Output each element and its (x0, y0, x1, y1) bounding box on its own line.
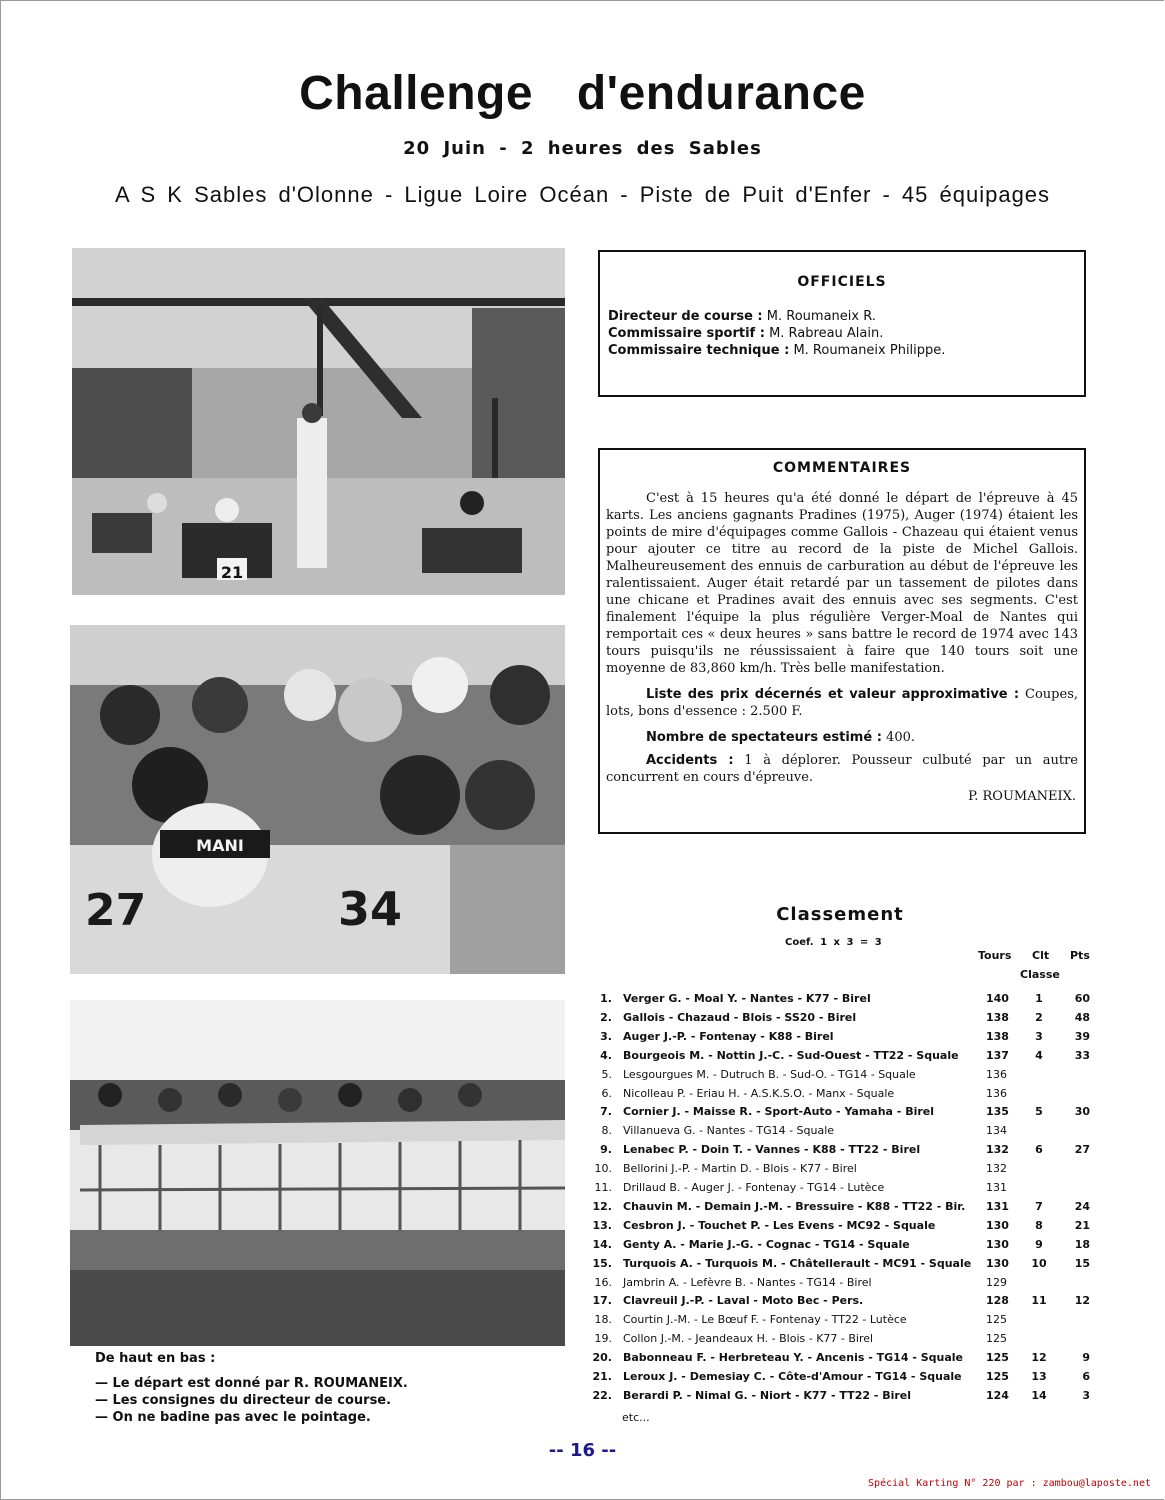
cell-num: 3. (600, 1029, 612, 1043)
cell-num: 5. (601, 1067, 612, 1081)
cell-team: Auger J.-P. - Fontenay - K88 - Birel (623, 1029, 834, 1043)
cell-num: 19. (594, 1332, 612, 1346)
table-row (590, 1276, 1090, 1294)
coefficient: Coef. 1 x 3 = 3 (785, 937, 882, 948)
officiel-name: M. Rabreau Alain. (769, 326, 884, 341)
cell-num: 7. (600, 1105, 612, 1119)
cell-tours: 129 (986, 1275, 1007, 1289)
cell-team: Genty A. - Marie J.-G. - Cognac - TG14 - Squale (623, 1237, 910, 1251)
cell-pts: 18 (1074, 1237, 1090, 1251)
table-row (590, 1294, 1090, 1312)
cell-clt: 1 (1035, 992, 1043, 1005)
officiel-line (608, 342, 945, 359)
caption-item: — On ne badine pas avec le pointage. (95, 1410, 371, 1425)
photo-timekeeping (70, 1000, 565, 1346)
cell-num: 8. (601, 1124, 612, 1138)
cell-num: 21. (592, 1370, 612, 1383)
table-row (590, 1313, 1090, 1331)
table-row (590, 1200, 1090, 1218)
cell-team: Collon J.-M. - Jeandeaux H. - Blois - K77 - Birel (623, 1332, 874, 1346)
cell-num: 2. (600, 1010, 612, 1024)
table-row (590, 1332, 1090, 1350)
table-row (590, 1257, 1090, 1275)
accidents-label: Accidents : (646, 753, 734, 768)
table-row (590, 1105, 1090, 1123)
officiel-name: M. Roumaneix R. (766, 309, 876, 324)
prix-paragraph (606, 686, 1078, 720)
accidents-value: 1 à déplorer. Pousseur culbuté par un autre concurrent en cours d'épreuve. (606, 753, 1078, 785)
photo-race-start (72, 248, 565, 595)
officiel-line (608, 325, 945, 342)
cell-tours: 136 (986, 1086, 1007, 1100)
cell-clt: 9 (1035, 1237, 1043, 1251)
cell-team: Cesbron J. - Touchet P. - Les Evens - MC92 - Squale (623, 1218, 936, 1232)
cell-team: Bellorini J.-P. - Martin D. - Blois - K77 - Birel (623, 1162, 857, 1176)
spectateurs-label: Nombre de spectateurs estimé : (646, 730, 882, 745)
cell-num: 6. (601, 1086, 612, 1100)
cell-pts: 27 (1074, 1143, 1090, 1157)
cell-tours: 130 (986, 1237, 1009, 1251)
cell-num: 9. (600, 1143, 612, 1157)
cell-clt: 13 (1031, 1370, 1047, 1383)
officiels-box (598, 250, 1086, 397)
table-row (590, 1087, 1090, 1105)
cell-pts: 33 (1074, 1048, 1090, 1062)
cell-num: 13. (592, 1218, 612, 1232)
cell-tours: 134 (986, 1124, 1007, 1138)
table-row (590, 1389, 1090, 1407)
cell-pts: 24 (1074, 1199, 1090, 1213)
cell-num: 1. (600, 992, 612, 1005)
page-number: -- 16 -- (548, 1440, 617, 1461)
cell-team: Jambrin A. - Lefèvre B. - Nantes - TG14 - Birel (623, 1275, 872, 1289)
cell-clt: 11 (1031, 1294, 1047, 1308)
cell-pts: 21 (1074, 1218, 1090, 1232)
officiel-line (608, 308, 945, 325)
table-row (590, 1370, 1090, 1388)
cell-pts: 39 (1074, 1029, 1090, 1043)
cell-clt: 14 (1031, 1388, 1047, 1402)
cell-tours: 137 (986, 1048, 1009, 1062)
cell-pts: 6 (1082, 1370, 1090, 1383)
header-pts: Pts (1070, 949, 1090, 962)
cell-tours: 130 (986, 1218, 1009, 1232)
signature: P. ROUMANEIX. (968, 789, 1076, 804)
cell-team: Gallois - Chazaud - Blois - SS20 - Birel (623, 1010, 857, 1024)
cell-pts: 3 (1082, 1388, 1090, 1402)
cell-tours: 125 (986, 1370, 1009, 1383)
table-row (590, 1219, 1090, 1237)
page-title: Challenge d'endurance (299, 67, 866, 120)
cell-pts: 48 (1074, 1010, 1090, 1024)
cell-tours: 135 (986, 1105, 1009, 1119)
jacket-number: 34 (337, 882, 403, 936)
cell-tours: 132 (986, 1143, 1009, 1157)
cell-tours: 140 (986, 992, 1009, 1005)
cell-team: Leroux J. - Demesiay C. - Côte-d'Amour - TG14 - Squale (623, 1370, 962, 1383)
cell-team: Villanueva G. - Nantes - TG14 - Squale (623, 1124, 835, 1138)
cell-team: Lenabec P. - Doin T. - Vannes - K88 - TT22 - Birel (623, 1143, 921, 1157)
cell-tours: 124 (986, 1388, 1009, 1402)
cell-num: 12. (592, 1199, 612, 1213)
table-row (590, 992, 1090, 1010)
prix-label: Liste des prix décernés et valeur approximative : (646, 687, 1020, 702)
cell-team: Verger G. - Moal Y. - Nantes - K77 - Birel (623, 992, 871, 1005)
cell-tours: 138 (986, 1029, 1009, 1043)
header-clt: Clt (1032, 949, 1050, 962)
spectateurs-paragraph (606, 729, 1078, 746)
cell-num: 11. (594, 1181, 612, 1194)
cell-clt: 10 (1031, 1256, 1047, 1270)
cell-team: Chauvin M. - Demain J.-M. - Bressuire - K88 - TT22 - Bir. (623, 1199, 966, 1213)
cell-team: Turquois A. - Turquois M. - Châtellerault - MC91 - Squale (623, 1256, 972, 1270)
cell-clt: 2 (1035, 1010, 1043, 1024)
officiel-role: Directeur de course : (608, 309, 763, 324)
caption-item: — Les consignes du directeur de course. (95, 1393, 392, 1408)
cell-num: 16. (594, 1275, 612, 1289)
officiel-role: Commissaire sportif : (608, 326, 765, 341)
cell-tours: 125 (986, 1313, 1007, 1327)
cell-tours: 125 (986, 1351, 1009, 1365)
cell-clt: 7 (1035, 1199, 1043, 1213)
cell-clt: 8 (1035, 1218, 1043, 1232)
classement-title: Classement (776, 904, 904, 925)
cell-pts: 12 (1074, 1294, 1090, 1308)
event-tagline: A S K Sables d'Olonne - Ligue Loire Océan - Piste de Puit d'Enfer - 45 équipages (114, 182, 1051, 207)
cell-tours: 132 (986, 1162, 1007, 1176)
footer-credit: Spécial Karting N° 220 par : zambou@laposte.net (868, 1478, 1151, 1489)
jacket-number-left: 27 (85, 885, 147, 936)
cell-tours: 128 (986, 1294, 1009, 1308)
caption-heading: De haut en bas : (95, 1351, 216, 1366)
cell-num: 20. (592, 1351, 612, 1365)
table-row (590, 1238, 1090, 1256)
cell-team: Clavreuil J.-P. - Laval - Moto Bec - Pers. (623, 1294, 864, 1308)
cell-team: Babonneau F. - Herbreteau Y. - Ancenis - TG14 - Squale (623, 1351, 963, 1365)
header-tours: Tours (978, 949, 1012, 962)
cell-clt: 4 (1035, 1048, 1043, 1062)
cell-num: 4. (600, 1048, 612, 1062)
table-row (590, 1124, 1090, 1142)
table-row (590, 1181, 1090, 1199)
cell-tours: 130 (986, 1256, 1009, 1270)
cell-num: 14. (592, 1237, 612, 1251)
header-classe: Classe (1020, 968, 1060, 981)
cell-clt: 3 (1035, 1029, 1043, 1043)
event-subtitle: 20 Juin - 2 heures des Sables (403, 138, 762, 159)
officiel-name: M. Roumaneix Philippe. (793, 343, 946, 358)
commentaires-body: C'est à 15 heures qu'a été donné le départ de l'épreuve à 45 karts. Les anciens gagnants Pradines (1975), Auger (1974) étaient les points de mire d'équipages comme Gallois - Chazeau qui étaient venus pour ajouter ce titre au record de la piste de Michel Gallois. Malheureusement des ennuis de carburation au début de l'épreuve les ralentissaient. Auger était retardé par un tassement de pilotes dans une chicane et Pradines avait des ennuis avec ses segments. C'est finalement l'équipe la plus régulière Verger-Moal de Nantes qui remportait ces « deux heures » sans battre le record de 1974 avec 143 tours puisqu'ils ne réussissaient à faire que 140 tours soit une moyenne de 83,860 km/h. Très belle manifestation. (606, 491, 1078, 676)
cell-team: Bourgeois M. - Nottin J.-C. - Sud-Ouest - TT22 - Squale (623, 1048, 959, 1062)
cell-tours: 138 (986, 1010, 1009, 1024)
kart-number: 21 (220, 563, 244, 582)
cell-team: Courtin J.-M. - Le Bœuf F. - Fontenay - TT22 - Lutèce (623, 1313, 907, 1327)
cell-team: Berardi P. - Nimal G. - Niort - K77 - TT22 - Birel (623, 1388, 912, 1402)
prix-value: Coupes, lots, bons d'essence : 2.500 F. (606, 687, 1078, 719)
classement-etc: etc... (622, 1411, 650, 1424)
cell-clt: 12 (1031, 1351, 1047, 1365)
cell-team: Drillaud B. - Auger J. - Fontenay - TG14 - Lutèce (623, 1181, 885, 1194)
accidents-paragraph (606, 752, 1078, 786)
cell-num: 18. (594, 1313, 612, 1327)
cell-clt: 5 (1035, 1105, 1043, 1119)
table-row (590, 1143, 1090, 1161)
cell-team: Cornier J. - Maisse R. - Sport-Auto - Yamaha - Birel (623, 1105, 935, 1119)
cell-num: 10. (594, 1162, 612, 1176)
cell-pts: 9 (1082, 1351, 1090, 1365)
cell-num: 17. (592, 1294, 612, 1308)
helmet-lettering: MANI (196, 836, 244, 855)
cell-team: Nicolleau P. - Eriau H. - A.S.K.S.O. - Manx - Squale (623, 1086, 895, 1100)
cell-tours: 136 (986, 1067, 1007, 1081)
table-row (590, 1030, 1090, 1048)
table-row (590, 1351, 1090, 1369)
commentaires-box (598, 448, 1086, 834)
officiel-role: Commissaire technique : (608, 343, 790, 358)
photo-caption (95, 1350, 408, 1426)
caption-item: — Le départ est donné par R. ROUMANEIX. (95, 1376, 408, 1391)
cell-pts: 30 (1074, 1105, 1090, 1119)
spectateurs-value: 400. (886, 730, 915, 745)
commentaires-heading: COMMENTAIRES (772, 460, 912, 476)
cell-tours: 125 (986, 1332, 1007, 1346)
cell-clt: 6 (1035, 1143, 1043, 1157)
cell-pts: 15 (1074, 1256, 1090, 1270)
cell-pts: 60 (1074, 992, 1090, 1005)
cell-tours: 131 (986, 1199, 1009, 1213)
table-row (590, 1049, 1090, 1067)
cell-tours: 131 (986, 1181, 1007, 1194)
officiels-heading: OFFICIELS (797, 274, 887, 290)
table-row (590, 1068, 1090, 1086)
table-row (590, 1011, 1090, 1029)
cell-num: 22. (592, 1388, 612, 1402)
table-row (590, 1162, 1090, 1180)
photo-drivers-briefing (70, 625, 565, 974)
cell-num: 15. (592, 1256, 612, 1270)
cell-team: Lesgourgues M. - Dutruch B. - Sud-O. - TG14 - Squale (623, 1067, 916, 1081)
